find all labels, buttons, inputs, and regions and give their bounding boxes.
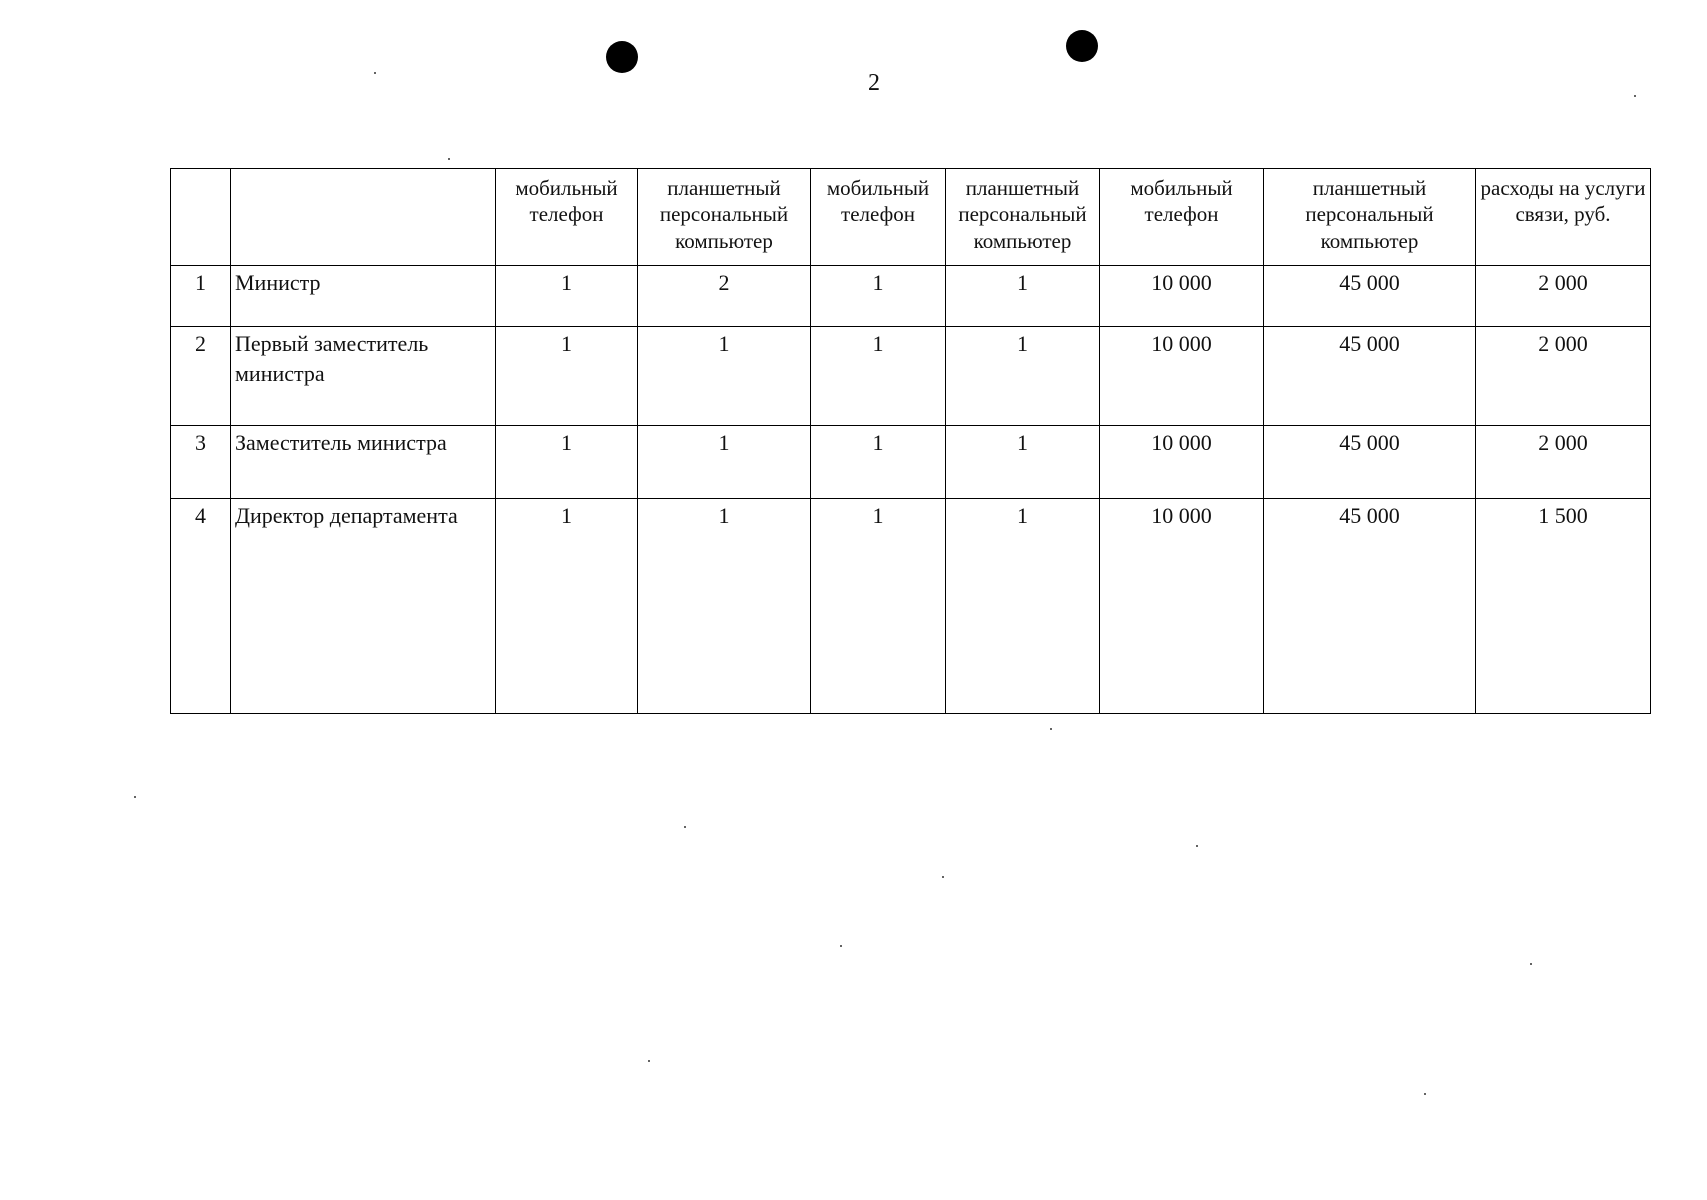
header-cell: планшетный персональный компьютер: [946, 169, 1100, 266]
scan-speck: [942, 876, 944, 878]
table-cell: 45 000: [1264, 266, 1476, 327]
position-name: Директор департамента: [231, 499, 496, 714]
position-name: Заместитель министра: [231, 426, 496, 499]
row-number: 4: [171, 499, 231, 714]
table-cell: 1 500: [1476, 499, 1651, 714]
table-header-row: [171, 169, 1651, 266]
scan-speck: [1424, 1093, 1426, 1095]
table-cell: 1: [946, 426, 1100, 499]
table-cell: 2: [638, 266, 811, 327]
allocation-table: [170, 168, 1651, 714]
header-cell-position: [231, 169, 496, 266]
table-cell: 1: [946, 327, 1100, 426]
table-cell: 1: [638, 327, 811, 426]
table-cell: 1: [811, 327, 946, 426]
table-row: [171, 426, 1651, 499]
table-cell: 10 000: [1100, 499, 1264, 714]
position-name: Министр: [231, 266, 496, 327]
scan-speck: [840, 945, 842, 947]
page-number: 2: [868, 70, 880, 96]
header-cell: мобильный телефон: [496, 169, 638, 266]
table-cell: 1: [946, 266, 1100, 327]
row-number: 3: [171, 426, 231, 499]
header-cell: мобильный телефон: [811, 169, 946, 266]
table-cell: 10 000: [1100, 426, 1264, 499]
scan-speck: [374, 72, 376, 74]
table-cell: 1: [496, 426, 638, 499]
table-cell: 45 000: [1264, 327, 1476, 426]
table-cell: 1: [638, 499, 811, 714]
table-cell: 1: [946, 499, 1100, 714]
row-number: 1: [171, 266, 231, 327]
table-cell: 1: [496, 499, 638, 714]
header-cell: мобильный телефон: [1100, 169, 1264, 266]
scan-speck: [134, 796, 136, 798]
header-cell: планшетный персональный компьютер: [1264, 169, 1476, 266]
punch-hole-right: [1066, 30, 1098, 62]
scan-speck: [1050, 728, 1052, 730]
table-cell: 2 000: [1476, 327, 1651, 426]
scan-speck: [1634, 95, 1636, 97]
scan-speck: [1530, 963, 1532, 965]
scan-speck: [448, 158, 450, 160]
row-number: 2: [171, 327, 231, 426]
header-cell: расходы на услуги связи, руб.: [1476, 169, 1651, 266]
table-cell: 2 000: [1476, 266, 1651, 327]
header-cell: планшетный персональный компьютер: [638, 169, 811, 266]
table-cell: 1: [811, 499, 946, 714]
table-cell: 45 000: [1264, 426, 1476, 499]
scan-speck: [684, 826, 686, 828]
table-cell: 1: [496, 266, 638, 327]
table-cell: 10 000: [1100, 266, 1264, 327]
table-cell: 45 000: [1264, 499, 1476, 714]
table-cell: 10 000: [1100, 327, 1264, 426]
table-cell: 1: [638, 426, 811, 499]
table-row: [171, 327, 1651, 426]
table-cell: 1: [811, 426, 946, 499]
header-cell-num: [171, 169, 231, 266]
scan-speck: [1196, 845, 1198, 847]
table-row: [171, 266, 1651, 327]
table-row: [171, 499, 1651, 714]
scan-speck: [648, 1060, 650, 1062]
table-cell: 1: [811, 266, 946, 327]
punch-hole-left: [606, 41, 638, 73]
position-name: Первый заместитель министра: [231, 327, 496, 426]
table-cell: 2 000: [1476, 426, 1651, 499]
table-cell: 1: [496, 327, 638, 426]
